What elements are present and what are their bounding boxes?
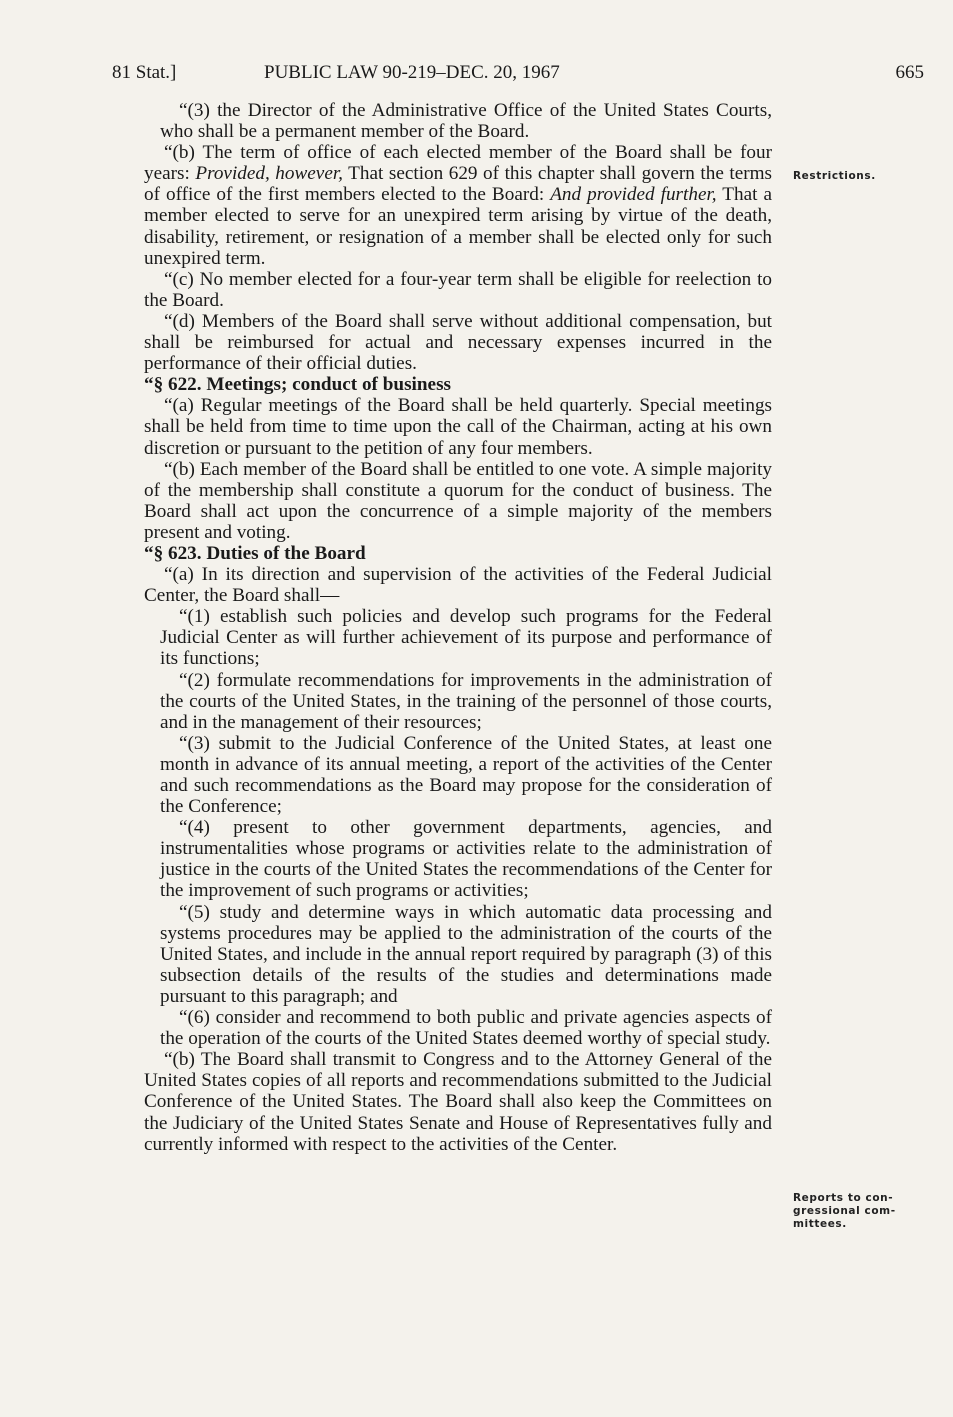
paragraph: “(b) The Board shall transmit to Congress and to the Attorney General of the United States copies of all reports and recommendations submitted to the Judicial Conference of the United States. The Board shall also keep the Committees on the Judiciary of the United States Senate and House of Representatives fully and currently informed with respect to the activities of the Center. bbox=[144, 1049, 772, 1155]
paragraph bbox=[144, 142, 772, 269]
paragraph-text: That a member elected to serve for an unexpired term arising by virtue of the death, disability, retirement, or resignation of a member shall be elected only for such unexpired term. bbox=[144, 184, 772, 269]
margin-note-line: mittees. bbox=[793, 1218, 847, 1230]
margin-note-reports bbox=[793, 1192, 896, 1231]
paragraph-text: “(b) The term of office of each elected member of the Board shall be four years: bbox=[144, 142, 772, 185]
page-header bbox=[112, 62, 924, 92]
paragraph: “(d) Members of the Board shall serve without additional compensation, but shall be reimbursed for actual and necessary expenses incurred in the performance of their official duties. bbox=[144, 310, 772, 375]
paragraph: “(a) In its direction and supervision of the activities of the Federal Judicial Center, the Board shall— bbox=[144, 564, 772, 607]
list-item: “(4) present to other government departments, agencies, and instrumentalities whose programs or activities relate to the administration of justice in the courts of the United States the recommendations of the Center for the improvement of such programs or activities; bbox=[160, 817, 772, 902]
paragraph-text: That section 629 of this chapter shall govern the terms of office of the first members elected to the Board: bbox=[144, 163, 772, 206]
proviso-text: And provided further, bbox=[550, 184, 717, 206]
body-text bbox=[144, 100, 772, 1155]
section-heading: “§ 623. Duties of the Board bbox=[144, 542, 366, 564]
paragraph: “(c) No member elected for a four-year term shall be eligible for reelection to the Board. bbox=[144, 268, 772, 311]
margin-note-line: gressional com- bbox=[793, 1205, 896, 1217]
running-title: PUBLIC LAW 90-219–DEC. 20, 1967 bbox=[264, 62, 560, 83]
list-item: “(2) formulate recommendations for improvements in the administration of the courts of the United States, in the training of the personnel of those courts, and in the management of their resources; bbox=[160, 669, 772, 733]
margin-note-line: Reports to con- bbox=[793, 1192, 894, 1204]
list-item: “(3) submit to the Judicial Conference of the United States, at least one month in advance of its annual meeting, a report of the activities of the Center and such recommendations as the Board may propose for the consideration of the Conference; bbox=[160, 732, 772, 818]
proviso-text: Provided, however, bbox=[195, 163, 343, 185]
page-number: 665 bbox=[895, 62, 924, 83]
list-item: “(6) consider and recommend to both public and private agencies aspects of the operation of the courts of the United States deemed worthy of special study. bbox=[160, 1007, 772, 1050]
paragraph: “(a) Regular meetings of the Board shall be held quarterly. Special meetings shall be held from time to time upon the call of the Chairman, acting at his own discretion or pursuant to the petition of any four members. bbox=[144, 395, 772, 459]
section-heading: “§ 622. Meetings; conduct of business bbox=[144, 374, 452, 396]
statute-reference: 81 Stat.] bbox=[112, 62, 177, 83]
paragraph: “(b) Each member of the Board shall be entitled to one vote. A simple majority of the membership shall constitute a quorum for the conduct of business. The Board shall act upon the concurrence of a simple majority of the members present and voting. bbox=[144, 458, 772, 543]
margin-note-restrictions: Restrictions. bbox=[793, 170, 876, 182]
list-item: “(1) establish such policies and develop such programs for the Federal Judicial Center as will further achievement of its purpose and performance of its functions; bbox=[160, 606, 772, 670]
list-item: “(5) study and determine ways in which automatic data processing and systems procedures may be applied to the administration of the courts of the United States, and include in the annual report required by paragraph (3) of this subsection details of the results of the studies and determinations made pursuant to this paragraph; and bbox=[160, 901, 772, 1007]
paragraph: “(3) the Director of the Administrative Office of the United States Courts, who shall be a permanent member of the Board. bbox=[160, 100, 772, 143]
